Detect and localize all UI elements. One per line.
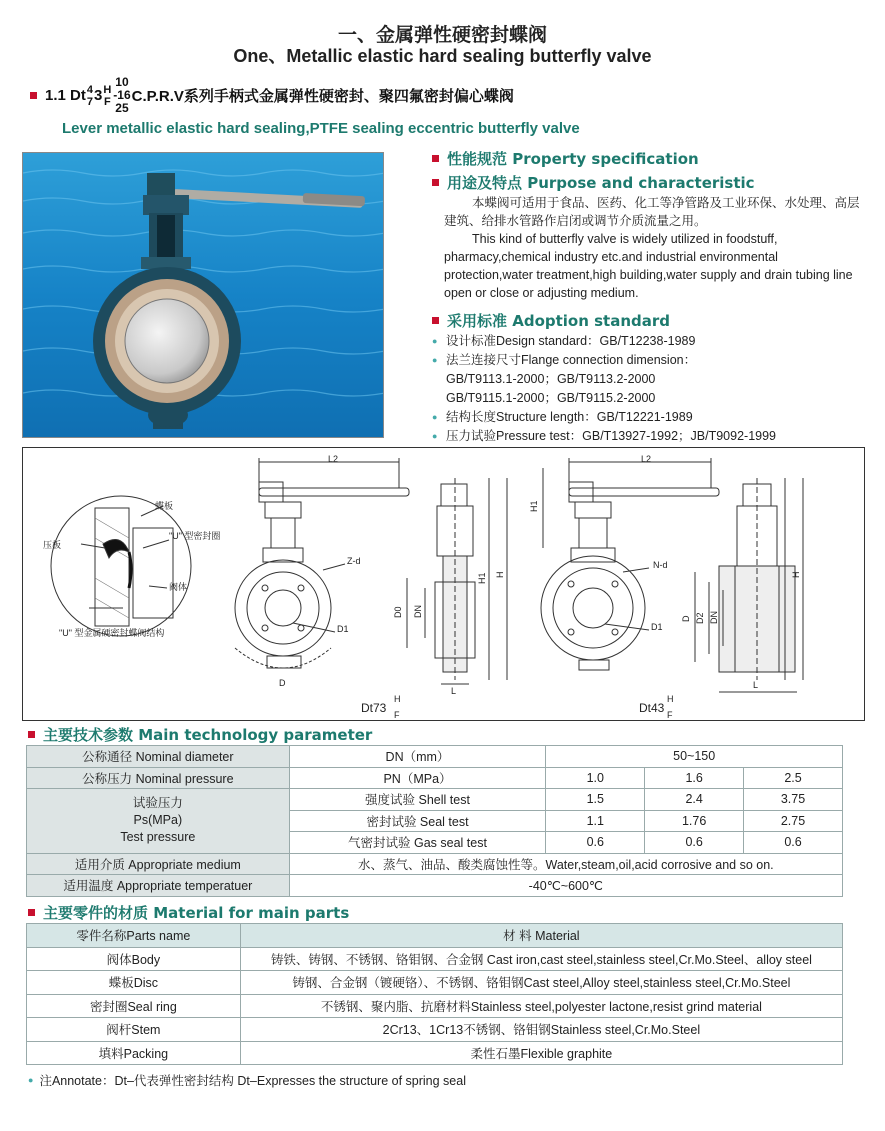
table-cell: 铸钢、合金钢（镀硬铬）、不锈钢、铬钼钢Cast steel,Alloy steel,stainless steel,Cr.Mo.Steel <box>240 971 842 995</box>
standard-text: 设计标准Design standard：GB/T12238-1989 <box>446 334 696 348</box>
standard-text: 法兰连接尺寸Flange connection dimension： <box>446 353 697 367</box>
table-cell: 公称通径 Nominal diameter <box>27 746 290 768</box>
table-cell: -40℃~600℃ <box>289 875 842 897</box>
table-header: 材 料 Material <box>240 924 842 948</box>
table-cell: 适用介质 Appropriate medium <box>27 853 290 875</box>
table-cell: 填料Packing <box>27 1041 241 1065</box>
dt73-front-view <box>235 458 409 668</box>
model-frac1 <box>87 84 93 108</box>
table-cell: 2.75 <box>744 810 843 832</box>
dt73-sup: H <box>394 694 401 704</box>
label-dt43: Dt43 <box>639 701 665 715</box>
dot-icon: ● <box>432 431 438 441</box>
purpose-heading <box>432 170 862 194</box>
table-cell: PN（MPa） <box>289 767 546 789</box>
label-body: 阀体 <box>169 582 188 592</box>
technical-drawing <box>22 447 865 721</box>
model-frac2 <box>103 84 111 108</box>
dt73-side-view <box>407 478 507 684</box>
bullet-icon <box>28 731 35 738</box>
model-frac3-top: 10 <box>115 75 129 89</box>
table-cell: 强度试验 Shell test <box>289 789 546 811</box>
table-cell: 阀杆Stem <box>27 1018 241 1042</box>
model-frac1-top: 4 <box>86 83 93 96</box>
model-frac2-bottom: F <box>103 95 111 108</box>
table-row <box>27 789 843 811</box>
table-row <box>27 994 843 1018</box>
table-cell <box>27 789 290 854</box>
dim-D1-left: D1 <box>337 624 349 634</box>
table-cell: 密封圈Seal ring <box>27 994 241 1018</box>
table-cell: 0.6 <box>645 832 744 854</box>
model-prefix: 1.1 Dt <box>45 87 86 104</box>
dim-D-right: D <box>681 615 691 622</box>
table-row <box>27 853 843 875</box>
spec-column <box>432 146 862 446</box>
spacer <box>432 389 446 408</box>
standard-item <box>432 427 862 446</box>
label-plate: 压板 <box>43 540 62 550</box>
dt43-front-view <box>541 458 719 670</box>
dot-icon: ● <box>432 336 438 346</box>
dim-Nd: N-d <box>653 560 668 570</box>
table-row <box>27 971 843 995</box>
table-cell: 水、蒸气、油品、酸类腐蚀性等。Water,steam,oil,acid corrosive and so on. <box>289 853 842 875</box>
bullet-icon <box>30 92 37 99</box>
dot-icon: ● <box>432 412 438 422</box>
standard-text: 结构长度Structure length：GB/T12221-1989 <box>446 410 693 424</box>
model-frac1-bottom: 7 <box>86 95 93 108</box>
standard-item <box>432 370 862 389</box>
dim-Zd: Z-d <box>347 556 361 566</box>
table-cell: 气密封试验 Gas seal test <box>289 832 546 854</box>
dim-L-right: L <box>753 680 759 690</box>
table-cell: 0.6 <box>744 832 843 854</box>
standard-item <box>432 332 862 351</box>
valve-photo <box>22 152 384 438</box>
standard-text: GB/T9115.1-2000；GB/T9115.2-2000 <box>446 391 656 405</box>
dim-D-left: D <box>279 678 286 688</box>
table-cell: 2.4 <box>645 789 744 811</box>
test-pressure-en: Test pressure <box>120 830 196 845</box>
model-frac2-top: H <box>103 83 112 96</box>
dim-L2-left: L2 <box>328 454 339 464</box>
table-cell: 2.5 <box>744 767 843 789</box>
table-cell: 1.5 <box>546 789 645 811</box>
property-heading-text: 性能规范 Property specification <box>447 149 699 168</box>
purpose-cn-text: 本蝶阀可适用于食品、医药、化工等净管路及工业环保、水处理、高层建筑、给排水管路作启闭或调节介质流量之用。 <box>444 196 860 228</box>
material-table <box>26 923 843 1065</box>
table-cell: 0.6 <box>546 832 645 854</box>
bullet-icon <box>432 317 439 324</box>
table-row <box>27 947 843 971</box>
table-cell: 蝶板Disc <box>27 971 241 995</box>
page-title-en: One、Metallic elastic hard sealing butterfly valve <box>233 46 652 66</box>
tech-table <box>26 745 843 897</box>
dt43-sub: F <box>667 710 673 720</box>
dot-icon: ● <box>432 355 438 365</box>
label-dt73: Dt73 <box>361 701 387 715</box>
lever-subtitle: Lever metallic elastic hard sealing,PTFE sealing eccentric butterfly valve <box>62 120 580 137</box>
purpose-en-text: This kind of butterfly valve is widely utilized in foodstuff, pharmacy,chemical industry etc.and industrial environmental protection,water treatment,high building,water supply and drain tubing line open or close or adjusting medium. <box>444 232 853 300</box>
dot-icon: ● <box>28 1075 34 1085</box>
table-row <box>27 746 843 768</box>
table-row <box>27 767 843 789</box>
spacer <box>432 370 446 389</box>
model-line <box>30 76 514 115</box>
property-heading <box>432 146 862 170</box>
adoption-heading <box>432 308 862 332</box>
model-suffix: C.P.R.V系列手柄式金属弹性硬密封、聚四氟密封偏心蝶阀 <box>131 88 514 105</box>
dim-H-left: H <box>495 571 505 578</box>
model-frac3-mid: -16 <box>113 88 131 102</box>
table-cell: 公称压力 Nominal pressure <box>27 767 290 789</box>
standard-item <box>432 408 862 427</box>
table-row <box>27 1018 843 1042</box>
table-header: 零件名称Parts name <box>27 924 241 948</box>
standard-item <box>432 389 862 408</box>
table-cell: 1.0 <box>546 767 645 789</box>
table-cell: 1.6 <box>645 767 744 789</box>
dim-DN-left: DN <box>413 605 423 618</box>
label-u-ring: "U" 型密封圈 <box>169 531 221 541</box>
annotation-text: 注Annotate：Dt–代表弹性密封结构 Dt–Expresses the structure of spring seal <box>39 1074 466 1088</box>
table-cell: 密封试验 Seal test <box>289 810 546 832</box>
table-row <box>27 924 843 948</box>
table-row <box>27 1041 843 1065</box>
u-seal-detail <box>51 496 191 636</box>
table-cell: 2Cr13、1Cr13不锈钢、铬钼钢Stainless steel,Cr.Mo.Steel <box>240 1018 842 1042</box>
dim-D0: D0 <box>393 606 403 618</box>
model-frac3 <box>113 76 130 115</box>
bullet-icon <box>28 909 35 916</box>
adoption-heading-text: 采用标准 Adoption standard <box>447 311 671 330</box>
dt73-sub: F <box>394 710 400 720</box>
material-heading-text: 主要零件的材质 Material for main parts <box>43 904 350 922</box>
table-cell: DN（mm） <box>289 746 546 768</box>
standard-text: 压力试验Pressure test：GB/T13927-1992；JB/T9092-1999 <box>446 429 777 443</box>
label-struct: "U" 型金属硬密封蝶阀结构 <box>59 628 165 638</box>
model-three: 3 <box>93 87 103 104</box>
tech-heading <box>28 724 372 745</box>
table-cell: 不锈钢、聚内脂、抗磨材料Stainless steel,polyester lactone,resist grind material <box>240 994 842 1018</box>
table-cell: 50~150 <box>546 746 843 768</box>
table-cell: 适用温度 Appropriate temperatuer <box>27 875 290 897</box>
table-cell: 3.75 <box>744 789 843 811</box>
material-heading <box>28 902 349 923</box>
dt43-sup: H <box>667 694 674 704</box>
table-cell: 阀体Body <box>27 947 241 971</box>
test-pressure-ps: Ps(MPa) <box>133 813 183 828</box>
model-frac3-bottom: 25 <box>115 101 129 115</box>
dim-DN-right: DN <box>709 611 719 624</box>
table-row <box>27 875 843 897</box>
bullet-icon <box>432 179 439 186</box>
label-disc: 蝶板 <box>155 501 174 511</box>
tech-heading-text: 主要技术参数 Main technology parameter <box>43 726 373 744</box>
table-cell: 铸铁、铸钢、不锈钢、铬钼钢、合金钢 Cast iron,cast steel,stainless steel,Cr.Mo.Steel、alloy steel <box>240 947 842 971</box>
page-title-cn: 一、金属弹性硬密封蝶阀 <box>337 24 547 46</box>
dim-L2-right: L2 <box>641 454 652 464</box>
table-cell: 柔性石墨Flexible graphite <box>240 1041 842 1065</box>
standard-text: GB/T9113.1-2000；GB/T9113.2-2000 <box>446 372 656 386</box>
dim-D1-right: D1 <box>651 622 663 632</box>
purpose-heading-text: 用途及特点 Purpose and characteristic <box>447 173 755 192</box>
annotation-note <box>28 1071 466 1089</box>
dim-H-right: H <box>791 571 801 578</box>
table-cell: 1.1 <box>546 810 645 832</box>
standard-item <box>432 351 862 370</box>
table-cell: 1.76 <box>645 810 744 832</box>
test-pressure-cn: 试验压力 <box>132 796 183 811</box>
dim-H1-left: H1 <box>477 572 487 584</box>
dim-H1-right: H1 <box>529 500 539 512</box>
dim-L-left: L <box>451 686 457 696</box>
dim-D2: D2 <box>695 612 705 624</box>
bullet-icon <box>432 155 439 162</box>
dt43-side-view <box>695 478 803 692</box>
